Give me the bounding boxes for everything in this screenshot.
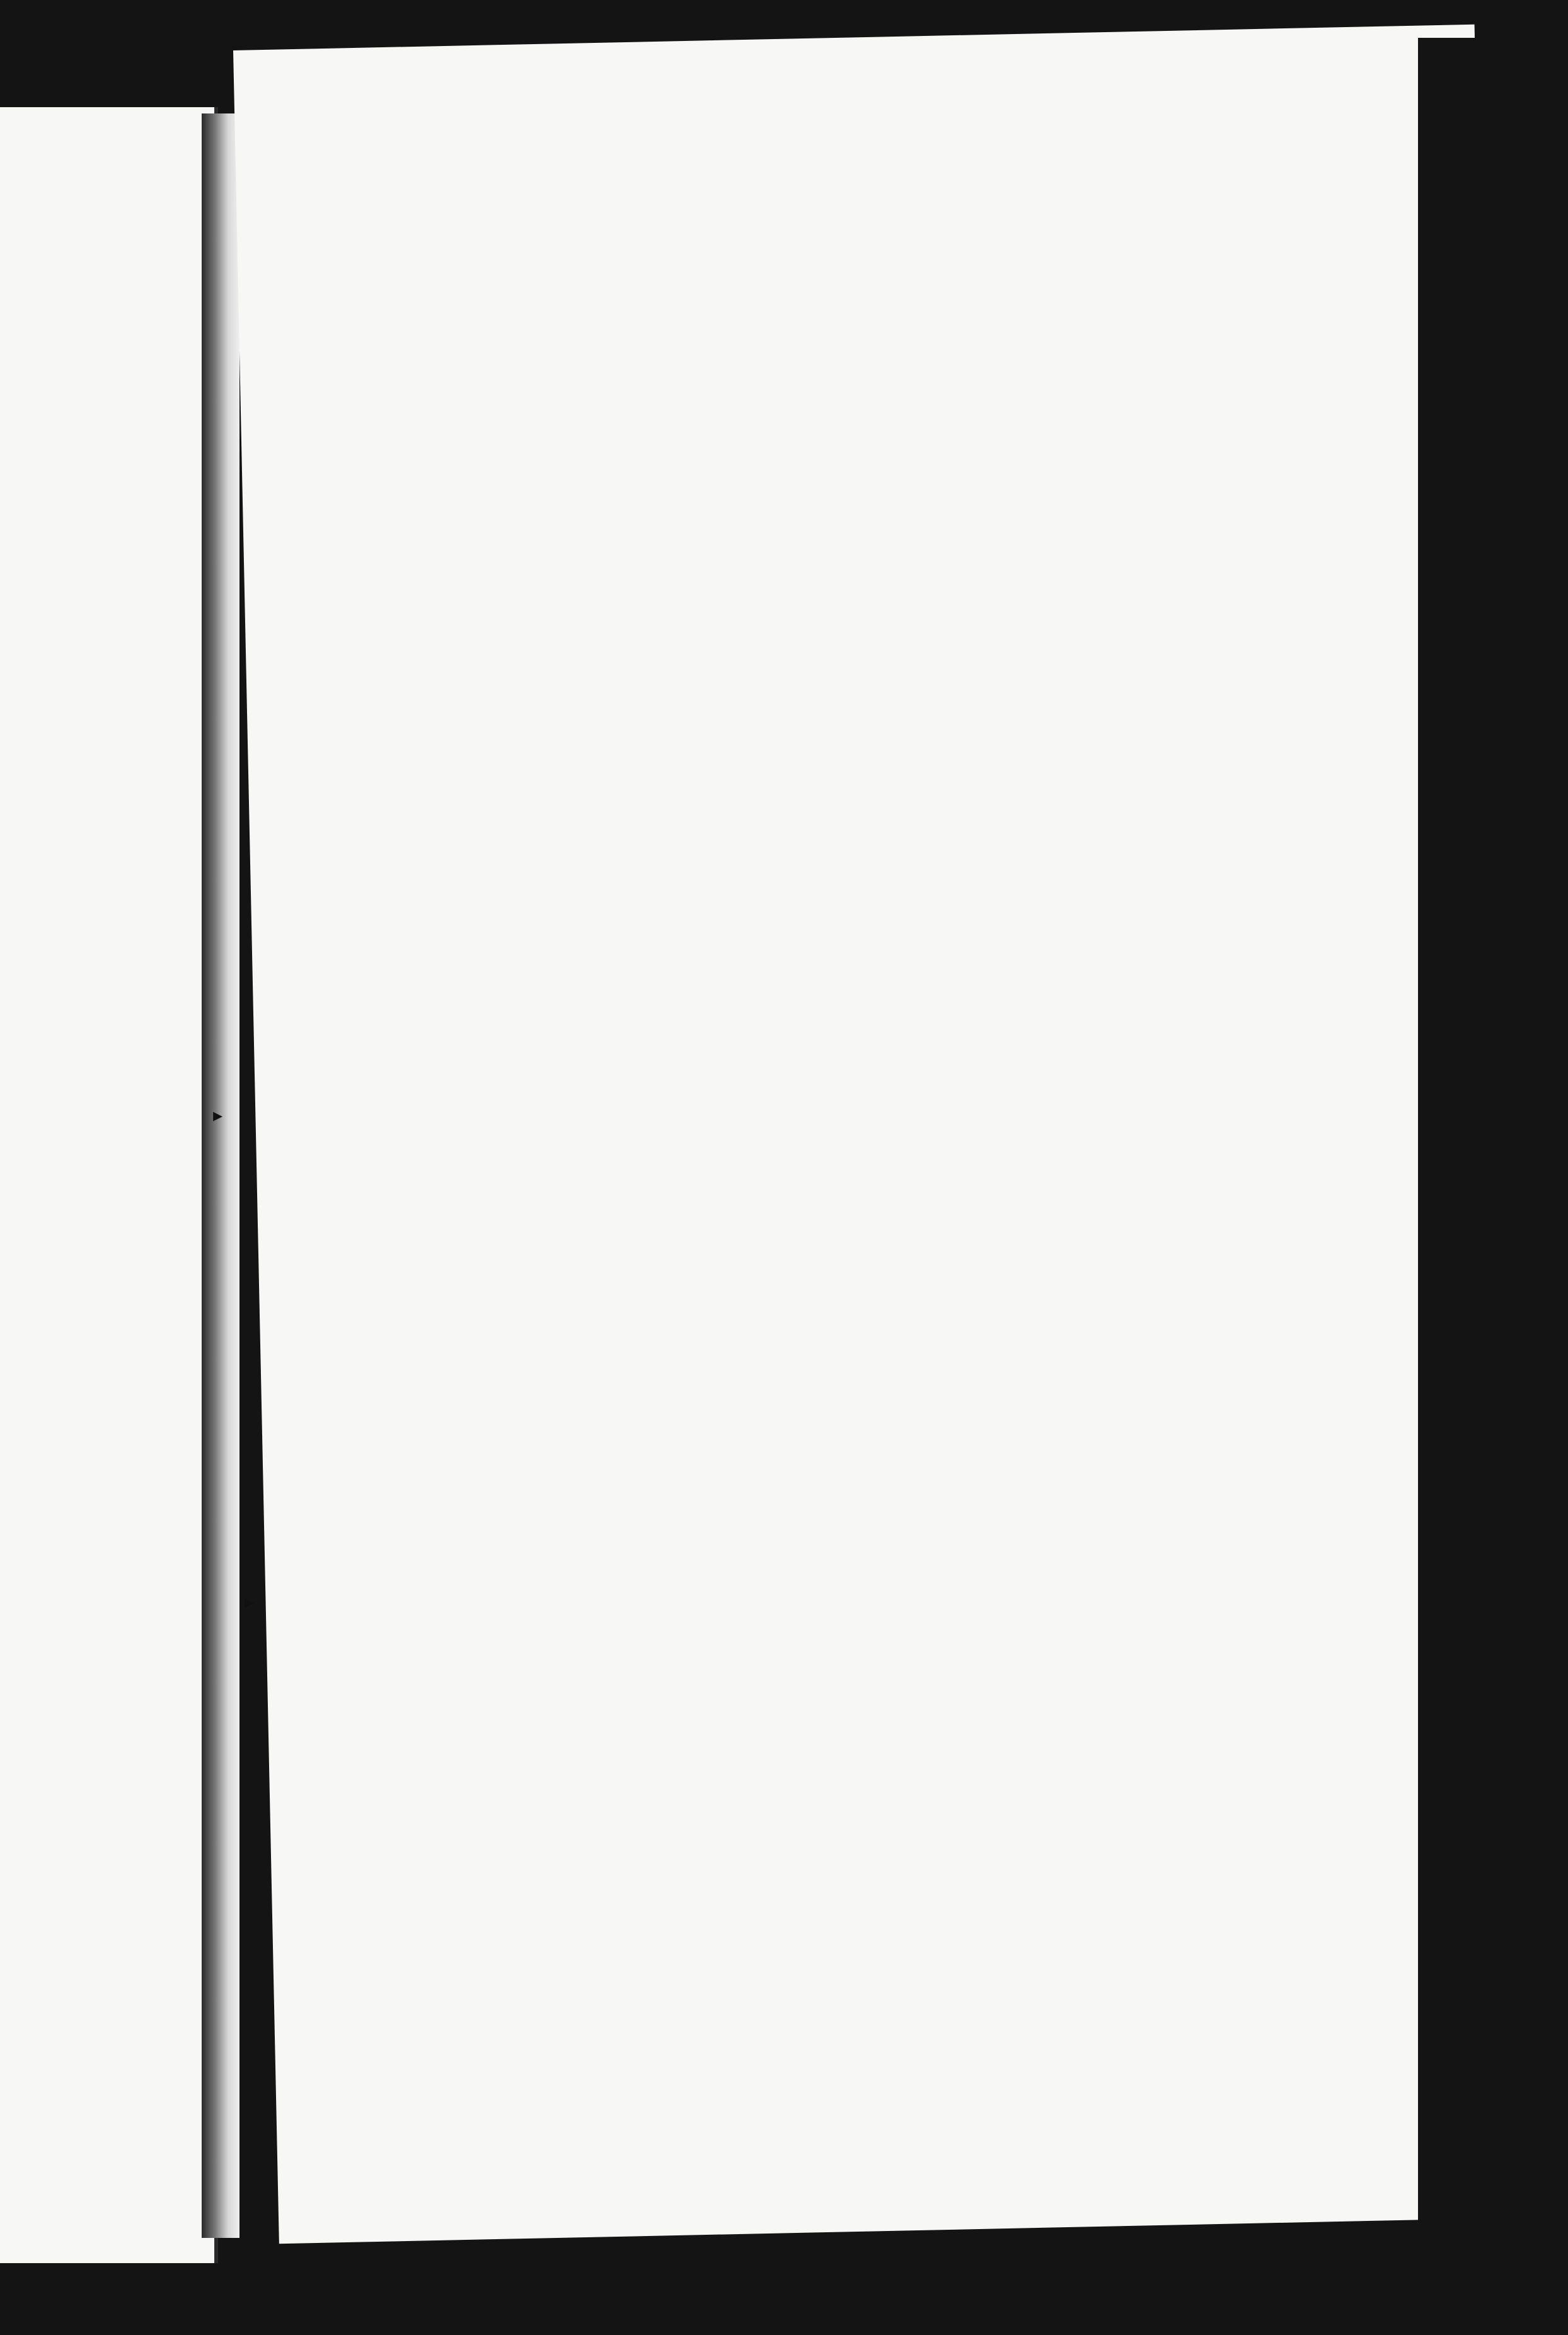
margin-mark: ▸ <box>213 1104 223 1127</box>
left-page-fragment <box>0 107 218 2263</box>
margin-mark: ▸ <box>245 1591 255 1613</box>
book-gutter <box>202 113 239 2238</box>
page-body-text <box>311 266 1376 288</box>
background-edge <box>1418 38 1568 2269</box>
page-number <box>236 179 1478 205</box>
right-page <box>233 25 1520 2244</box>
